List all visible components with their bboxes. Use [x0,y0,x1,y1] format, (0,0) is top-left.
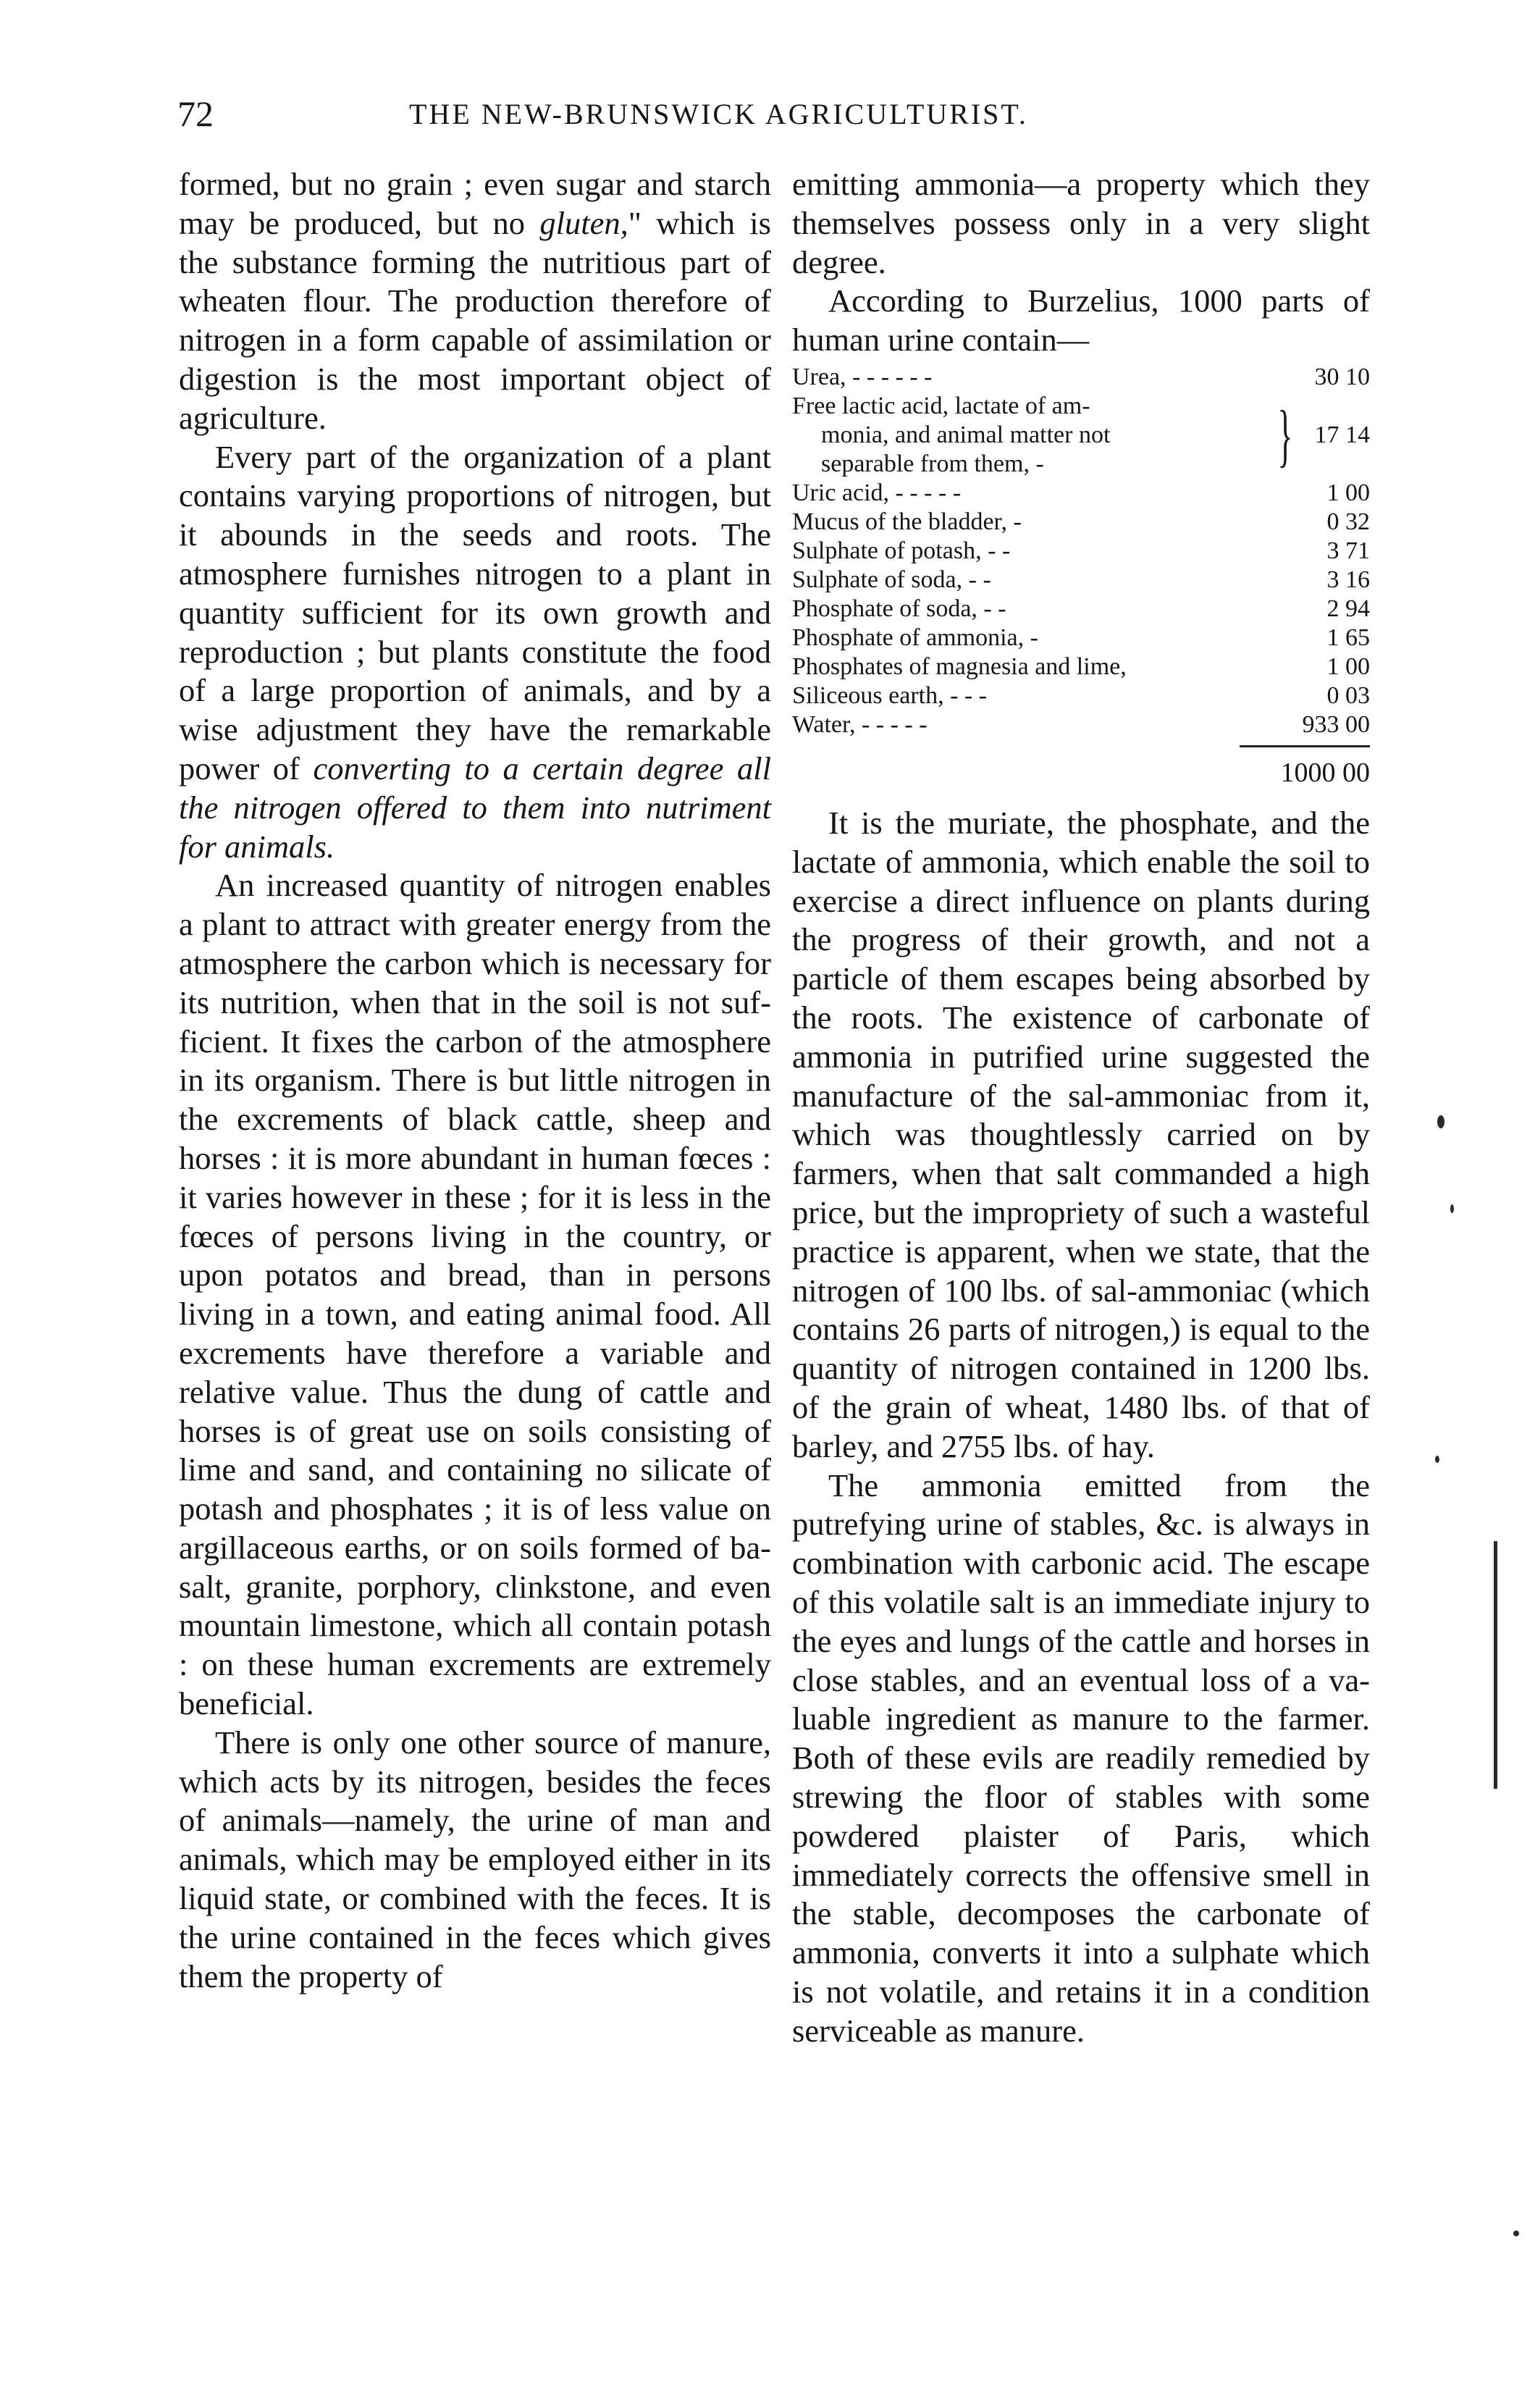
right-column [792,165,1370,2050]
row-label: Phosphates of magnesia and lime, [792,653,1127,680]
row-label-line: monia, and animal matter not [821,421,1111,448]
row-value: 17 14 [1314,421,1370,448]
paragraph: It is the muriate, the phosphate, and the lactate of ammonia, which enable the soil to exercise a direct influence on plants during the progress of their growth, and not a particle of them escapes being absorbed by the roots. The existence of carbonate of ammonia in putrified urine suggested the manufacture of the sal-ammoniac from it, which was thoughtlessly carried on by farmers, when that salt commanded a high price, but the impropriety of such a wasteful practice is apparent, when we state, that the nitrogen of 100 lbs. of sal-ammoniac (which contains 26 parts of nitrogen,) is equal to the quantity of nitrogen contained in 1200 lbs. of the grain of wheat, 1480 lbs. of that of barley, and 2755 lbs. of hay. [792,804,1370,1464]
row-label: Uric acid, - - - - - [792,479,962,506]
table-row [792,566,1370,595]
row-label: Phosphate of ammonia, - [792,624,1038,651]
row-label-line: separable from them, - [821,450,1044,477]
table-row [792,508,1370,537]
paragraph: According to Burzelius, 1000 parts of human urine contain— [792,282,1370,358]
row-label: Urea, - - - - - - [792,363,933,390]
running-title: THE NEW-BRUNSWICK AGRICULTURIST. [409,98,1028,130]
page-header [177,93,1350,136]
row-label: Sulphate of soda, - - [792,566,991,593]
table-row [792,537,1370,566]
paragraph [179,165,771,438]
urine-composition-table [792,363,1370,792]
sum-rule [1240,745,1370,747]
row-label: Mucus of the bladder, - [792,508,1022,535]
row-value: 2 94 [1326,595,1370,622]
scan-speck [1450,1204,1454,1213]
table-row [792,681,1370,710]
left-column [179,165,771,1996]
table-row [792,595,1370,624]
paragraph: There is only one other source of manure, which acts by its nitrogen, besides the feces of animals—namely, the urine of man and animals, which may be employed either in its liquid state, or combined with the feces. It is the urine contained in the feces which gives them the property of [179,1724,771,1994]
emphasis-text: gluten, [539,204,628,241]
margin-scan-line [1494,1541,1497,1789]
table-row [792,653,1370,681]
paragraph: The ammonia emitted from the putrefying urine of stables, &c. is always in combination with carbonic acid. The escape of this volatile salt is an immediate injury to the eyes and lungs of the cattle and horses in close stables, and an eventual loss of a valuable ingredient as manure to the farmer. Both of these evils are readily remedied by strewing the floor of stables with some powdered plaister of Paris, which immediately corrects the offensive smell in the stable, decomposes the carbonate of ammonia, converts it into a sulphate which is not volatile, and retains it in a condition serviceable as manure. [792,1467,1370,2049]
row-value: 3 71 [1326,537,1370,564]
table-total: 1000 00 [1280,757,1370,788]
row-value: 1 00 [1326,479,1370,506]
row-value: 3 16 [1326,566,1370,593]
row-label: Siliceous earth, - - - [792,681,988,709]
row-label: Water, - - - - - [792,710,928,738]
paragraph-text: " which is the substance forming the nutritious part of wheaten flour. The production therefore of nitrogen in a form capable of assimilation or digestion is the most important object of agriculture. [179,204,771,436]
scan-speck [1435,1456,1439,1463]
row-value: 933 00 [1302,710,1370,738]
row-label [792,392,1270,479]
row-value: 30 10 [1314,363,1370,390]
row-value: 0 03 [1326,681,1370,709]
emphasis-text: converting to a certain degree all the nitrogen offered to them into nutriment for animals. [179,750,771,865]
table-row [792,624,1370,653]
table-row [792,363,1370,392]
row-value: 1 00 [1326,653,1370,680]
scan-speck [1437,1115,1444,1128]
page-number: 72 [177,93,214,134]
row-label: Phosphate of soda, - - [792,595,1006,622]
table-row [792,479,1370,508]
paragraph-text: Every part of the organization of a plant contains varying proportions of nitrogen, but it abounds in the seeds and roots. The atmosphere furnishes nitrogen to a plant in quantity sufficient for its own growth and reproduction ; but plants constitute the food of a large proportion of animals, and by a wise adjustment they have the remarkable power of [179,438,771,786]
row-value: 0 32 [1326,508,1370,535]
row-value: 1 65 [1326,624,1370,651]
scan-speck [1513,2231,1519,2236]
row-label-line: Free lactic acid, lactate of am- [792,392,1090,419]
table-row [792,710,1370,739]
paragraph: An increased quantity of nitrogen enables a plant to attract with greater energy from the atmosphere the carbon which is necessary for its nutrition, when that in the soil is not sufficient. It fixes the carbon of the atmosphere in its organism. There is but little nitrogen in the excrements of black cattle, sheep and horses : it is more abundant in human fœces : it varies however in these ; for it is less in the fœces of persons living in the country, or upon potatos and bread, than in persons living in a town, and eating animal food. All excrements have therefore a variable and relative value. Thus the dung of cattle and horses is of great use on soils consisting of lime and sand, and containing no silicate of potash and phosphates ; it is of less value on argillaceous earths, or on soils formed of basalt, granite, porphory, clinkstone, and even mountain limestone, which all contain potash : on these human excrements are extremely beneficial. [179,867,771,1722]
brace-icon: } [1277,395,1293,474]
table-row [792,392,1370,479]
paragraph: emitting ammonia—a property which they themselves possess only in a very slight degree. [792,166,1370,280]
row-label: Sulphate of potash, - - [792,537,1011,564]
paragraph [179,438,771,867]
paragraph-text: formed, but no grain ; even sugar and starch may be produced, but no [179,166,771,241]
table-rows [792,479,1370,739]
